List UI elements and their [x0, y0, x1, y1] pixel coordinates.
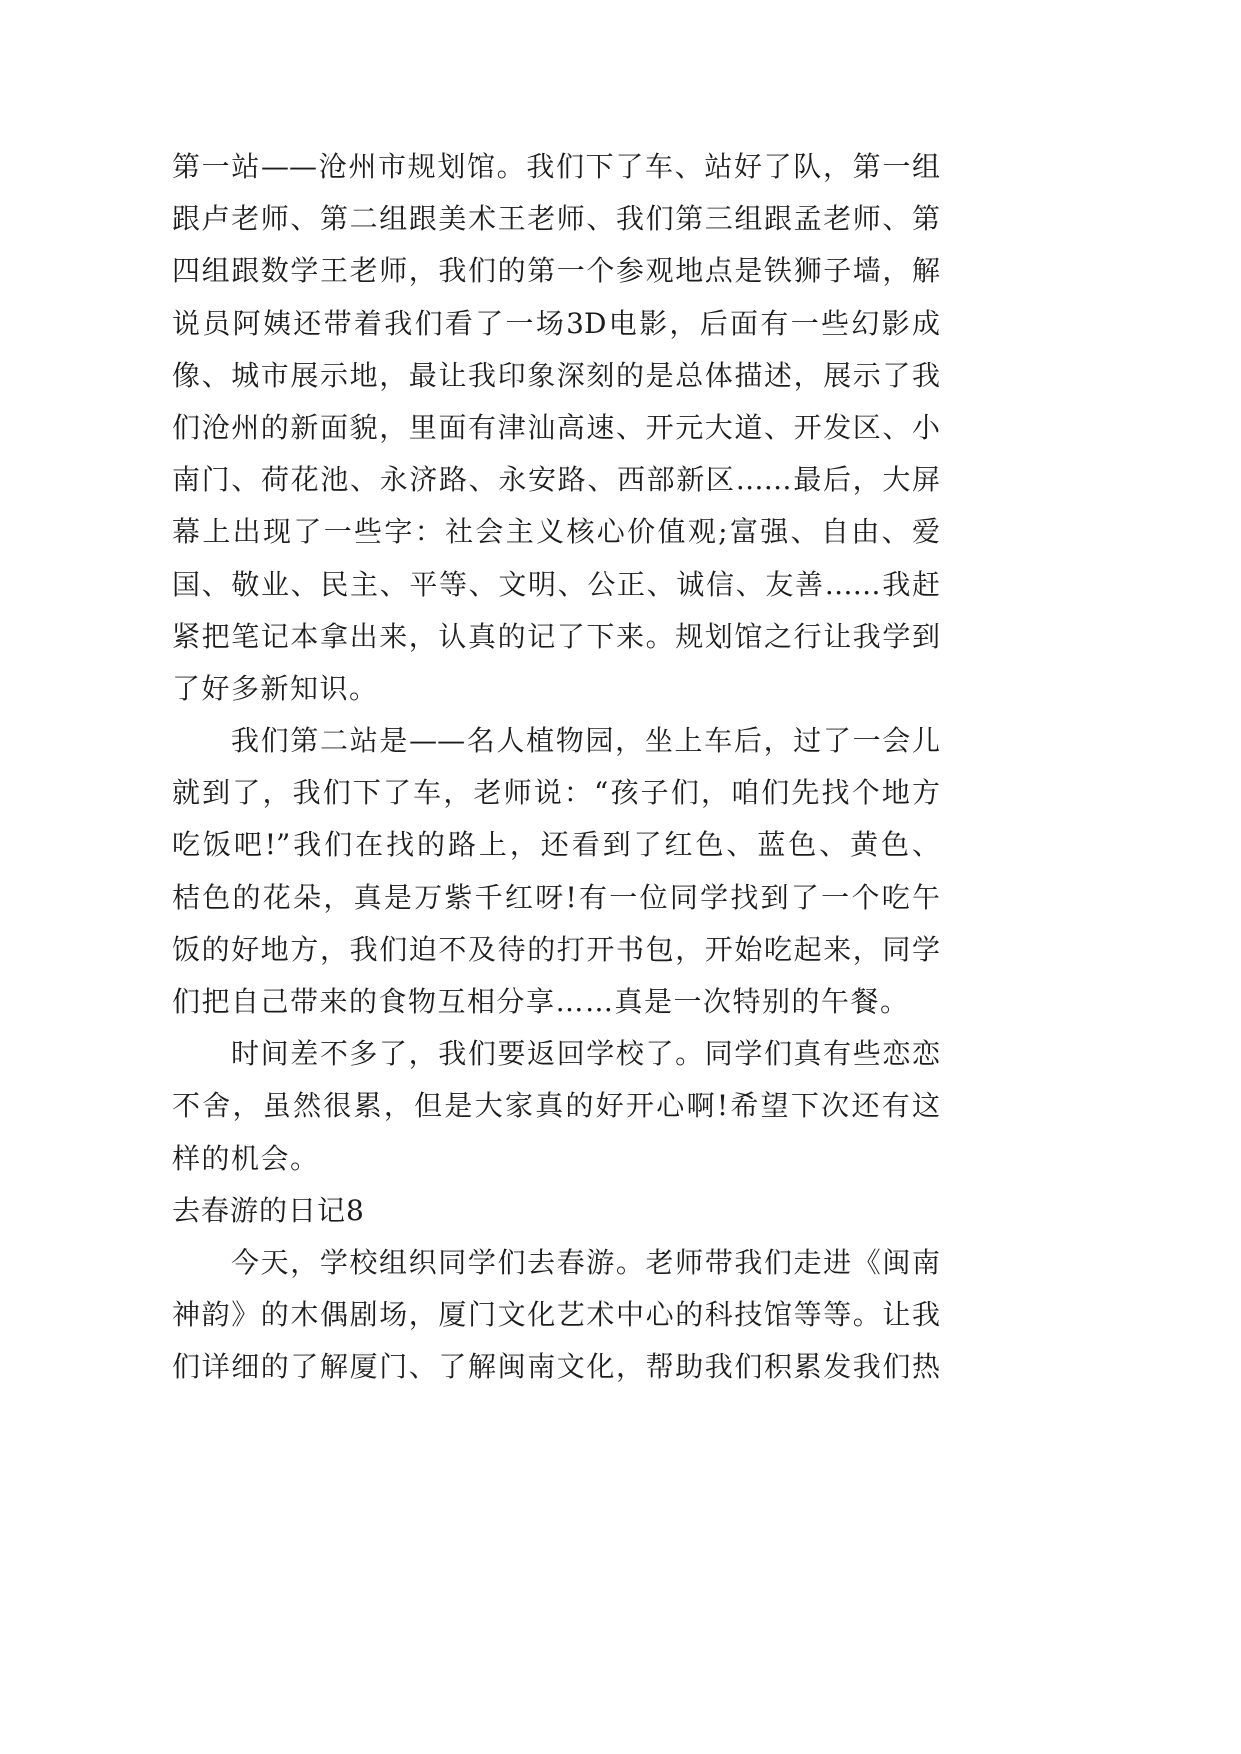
paragraph: [172, 1237, 940, 1394]
text-line: 们沧州的新面貌，里面有津汕高速、开元大道、开发区、小: [172, 410, 940, 444]
section-heading: 去春游的日记8: [172, 1193, 365, 1227]
text-line: 了好多新知识。: [172, 671, 379, 705]
text-line: 南门、荷花池、永济路、永安路、西部新区……最后，大屏: [172, 463, 940, 497]
text-line: 跟卢老师、第二组跟美术王老师、我们第三组跟孟老师、第: [172, 202, 940, 236]
text-line: 国、敬业、民主、平等、文明、公正、诚信、友善……我赶: [172, 567, 940, 601]
text-line: 吃饭吧!”我们在找的路上，还看到了红色、蓝色、黄色、: [172, 828, 940, 862]
text-line: 神韵》的木偶剧场，厦门文化艺术中心的科技馆等等。让我: [172, 1298, 940, 1332]
text-line: 我们第二站是——名人植物园，坐上车后，过了一会儿: [231, 724, 940, 758]
text-line: 说员阿姨还带着我们看了一场3D电影，后面有一些幻影成: [172, 306, 940, 340]
text-line: 四组跟数学王老师，我们的第一个参观地点是铁狮子墙，解: [172, 254, 940, 288]
text-line: 第一站——沧州市规划馆。我们下了车、站好了队，第一组: [172, 150, 940, 183]
text-line: 紧把笔记本拿出来，认真的记了下来。规划馆之行让我学到: [172, 619, 940, 653]
text-line: 就到了，我们下了车，老师说：“孩子们，咱们先找个地方: [172, 776, 940, 810]
text-line: 不舍，虽然很累，但是大家真的好开心啊!希望下次还有这: [172, 1089, 940, 1123]
text-line: 们把自己带来的食物互相分享……真是一次特别的午餐。: [172, 985, 910, 1018]
paragraph: [172, 1028, 940, 1185]
text-line: 今天，学校组织同学们去春游。老师带我们走进《闽南: [231, 1245, 940, 1279]
paragraph: [172, 141, 940, 715]
text-line: 像、城市展示地，最让我印象深刻的是总体描述，展示了我: [172, 358, 940, 392]
text-line: 样的机会。: [172, 1141, 320, 1175]
text-line: 幕上出现了一些字：社会主义核心价值观;富强、自由、爱: [172, 515, 940, 549]
body-text: [172, 141, 940, 1394]
text-line: 桔色的花朵，真是万紫千红呀!有一位同学找到了一个吃午: [172, 880, 940, 914]
text-line: 时间差不多了，我们要返回学校了。同学们真有些恋恋: [231, 1037, 940, 1071]
paragraph: [172, 715, 940, 1028]
text-line: 饭的好地方，我们迫不及待的打开书包，开始吃起来，同学: [172, 932, 940, 966]
text-line: 们详细的了解厦门、了解闽南文化，帮助我们积累发我们热: [172, 1350, 940, 1384]
